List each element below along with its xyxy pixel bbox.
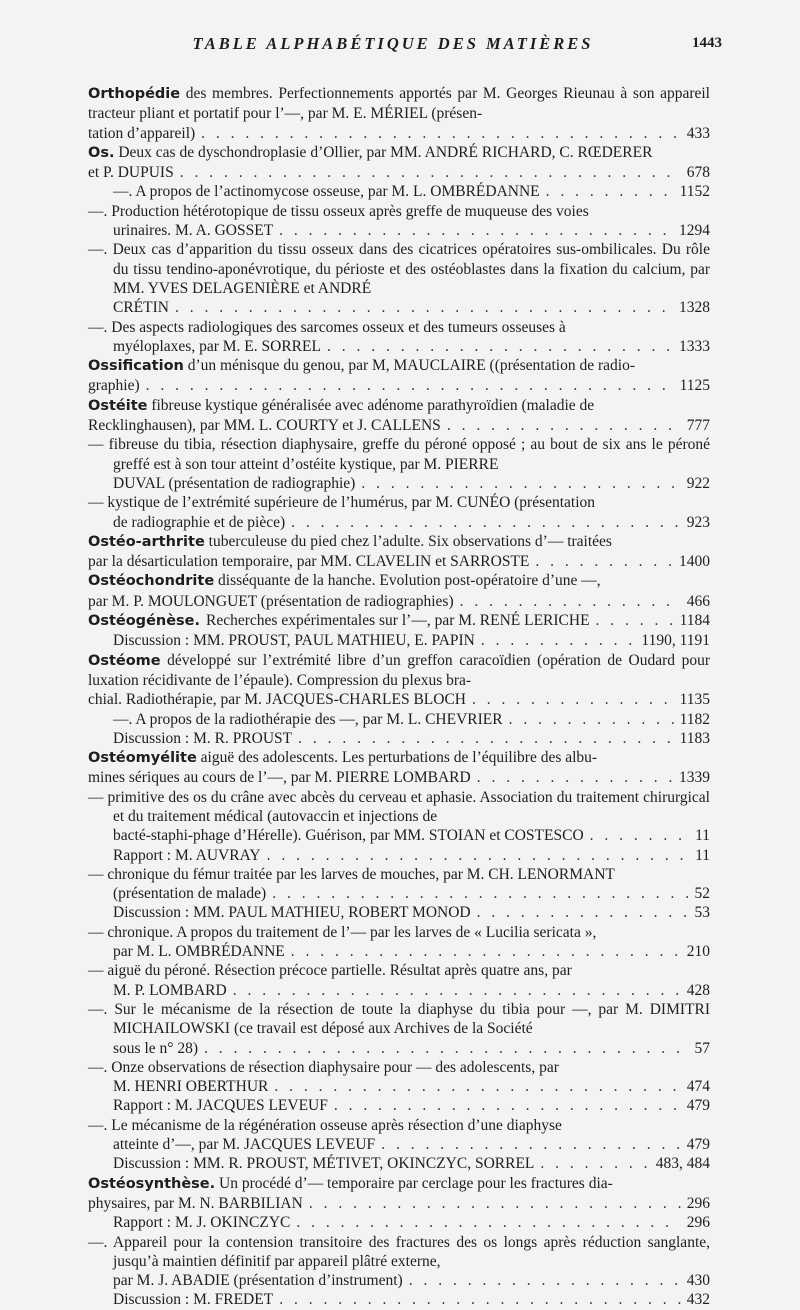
entry-text: Un procédé d’— temporaire par cerclage pour les fractures dia- bbox=[215, 1174, 613, 1192]
entry-last-line bbox=[88, 1194, 710, 1213]
entry-text: tuberculeuse du pied chez l’adulte. Six observations d’— traitées bbox=[204, 532, 612, 550]
entry-last-line bbox=[88, 376, 710, 395]
leader-dots bbox=[309, 1194, 681, 1213]
entry-text: — fibreuse du tibia, résection diaphysaire, greffe du péroné opposé ; au bout de six ans le péroné greffé est à son tour atteint d’ostéite kystique, par M. PIERRE bbox=[88, 436, 710, 473]
page-reference: 1190, 1191 bbox=[641, 632, 710, 650]
leader-dots bbox=[590, 826, 689, 845]
leader-dots bbox=[204, 1039, 689, 1058]
index-entry bbox=[88, 1174, 710, 1214]
entry-text: Discussion : MM. R. PROUST, MÉTIVET, OKINCZYC, SORREL bbox=[113, 1155, 535, 1173]
entry-last-line bbox=[113, 710, 710, 729]
entry-last-line bbox=[88, 768, 710, 787]
page-reference: 428 bbox=[686, 981, 710, 999]
index-entry bbox=[88, 435, 710, 493]
entry-text: — chronique. A propos du traitement de l’— par les larves de « Lucilia sericata », bbox=[88, 923, 597, 941]
entry-last-line bbox=[113, 884, 710, 903]
entry-text: physaires, par M. N. BARBILIAN bbox=[88, 1194, 303, 1212]
index-entry bbox=[88, 729, 710, 748]
entry-text: disséquante de la hanche. Evolution post-opératoire d’une —, bbox=[214, 572, 601, 590]
entry-text: —. Des aspects radiologiques des sarcomes osseux et des tumeurs osseuses à bbox=[88, 318, 566, 336]
leader-dots bbox=[233, 981, 681, 1000]
index-entry bbox=[88, 356, 710, 396]
entry-text: CRÉTIN bbox=[113, 299, 169, 317]
entry-text: M. HENRI OBERTHUR bbox=[113, 1078, 269, 1096]
entry-text: Discussion : M. FREDET bbox=[113, 1291, 274, 1309]
entry-text: chial. Radiothérapie, par M. JACQUES-CHARLES BLOCH bbox=[88, 691, 466, 709]
page-reference: 1183 bbox=[679, 729, 710, 747]
index-entry bbox=[88, 1213, 710, 1232]
leader-dots bbox=[180, 163, 681, 182]
entry-text: Rapport : M. AUVRAY bbox=[113, 846, 261, 864]
leader-dots bbox=[546, 182, 674, 201]
entry-text: par M. P. MOULONGUET (présentation de radiographies) bbox=[88, 592, 454, 610]
leader-dots bbox=[509, 710, 674, 729]
leader-dots bbox=[298, 729, 673, 748]
page-reference: 1400 bbox=[679, 553, 710, 571]
entry-last-line bbox=[113, 903, 710, 922]
page-reference: 1333 bbox=[679, 337, 710, 355]
page-reference: 777 bbox=[686, 417, 710, 435]
entry-text: M. P. LOMBARD bbox=[113, 981, 227, 999]
page-reference: 1125 bbox=[679, 377, 710, 395]
index-entry bbox=[88, 1058, 710, 1097]
entry-text: par la désarticulation temporaire, par MM. CLAVELIN et SARROSTE bbox=[88, 553, 530, 571]
entry-text: Recklinghausen), par MM. L. COURTY et J. CALLENS bbox=[88, 417, 441, 435]
entry-text: mines sériques au cours de l’—, par M. PIERRE LOMBARD bbox=[88, 769, 471, 787]
page-reference: 483, 484 bbox=[655, 1155, 710, 1173]
index-body bbox=[88, 84, 710, 1310]
running-title: TABLE ALPHABÉTIQUE DES MATIÈRES bbox=[192, 34, 594, 53]
entry-text: —. Sur le mécanisme de la résection de toute la diaphyse du tibia pour —, par M. DIMITRI MICHAILOWSKI (ce travail est déposé aux Archives de la Société bbox=[88, 1000, 710, 1038]
entry-text: Discussion : M. R. PROUST bbox=[113, 729, 293, 747]
entry-text: Rapport : M. J. OKINCZYC bbox=[113, 1214, 291, 1232]
page-reference: 1135 bbox=[679, 691, 710, 709]
entry-text: — chronique du fémur traitée par les larves de mouches, par M. CH. LENORMANT bbox=[88, 865, 615, 883]
entry-heading: Ostéite bbox=[88, 397, 148, 414]
entry-last-line bbox=[88, 611, 710, 631]
index-entry bbox=[88, 865, 710, 904]
entry-heading: Os. bbox=[88, 144, 115, 161]
entry-last-line bbox=[113, 981, 710, 1000]
leader-dots bbox=[447, 416, 681, 435]
index-entry bbox=[88, 846, 710, 865]
index-entry bbox=[88, 143, 710, 183]
entry-last-line bbox=[113, 631, 710, 650]
index-entry bbox=[88, 182, 710, 201]
entry-last-line bbox=[113, 1077, 710, 1096]
page-number: 1443 bbox=[692, 35, 722, 51]
leader-dots bbox=[267, 846, 690, 865]
entry-heading: Ostéo-arthrite bbox=[88, 533, 205, 550]
entry-text: —. Appareil pour la contension transitoire des fractures des os longs après réduction sanglante, jusqu’à maintien définitif par appareil plâtré externe, bbox=[88, 1233, 710, 1270]
page-reference: 57 bbox=[694, 1039, 710, 1057]
entry-last-line bbox=[113, 1154, 710, 1173]
entry-text: — aiguë du péroné. Résection précoce partielle. Résultat après quatre ans, par bbox=[88, 962, 572, 980]
page-reference: 1182 bbox=[679, 710, 710, 728]
index-entry bbox=[88, 1116, 710, 1155]
entry-text: (présentation de malade) bbox=[113, 885, 267, 903]
entry-text: myéloplaxes, par M. E. SORREL bbox=[113, 337, 321, 355]
page-reference: 53 bbox=[694, 904, 710, 922]
leader-dots bbox=[146, 376, 674, 395]
page-reference: 479 bbox=[686, 1097, 710, 1115]
entry-text: graphie) bbox=[88, 377, 140, 395]
index-entry bbox=[88, 1000, 710, 1058]
entry-last-line bbox=[113, 474, 710, 493]
page-reference: 1294 bbox=[679, 222, 710, 240]
page-reference: 923 bbox=[686, 513, 710, 531]
entry-last-line bbox=[113, 942, 710, 961]
entry-text: Discussion : MM. PAUL MATHIEU, ROBERT MONOD bbox=[113, 904, 471, 922]
page-reference: 678 bbox=[686, 164, 710, 182]
entry-text: —. A propos de l’actinomycose osseuse, par M. L. OMBRÉDANNE bbox=[113, 183, 540, 201]
leader-dots bbox=[460, 592, 681, 611]
leader-dots bbox=[279, 221, 673, 240]
leader-dots bbox=[201, 124, 681, 143]
page-reference: 1184 bbox=[679, 612, 710, 630]
entry-last-line bbox=[113, 729, 710, 748]
entry-text: — primitive des os du crâne avec abcès du cerveau et aphasie. Association du traitement chirurgical et du traitement médical (autovaccin et injections de bbox=[88, 788, 710, 825]
leader-dots bbox=[296, 1213, 680, 1232]
entry-last-line bbox=[113, 1039, 710, 1058]
entry-last-line bbox=[113, 1271, 710, 1290]
entry-last-line bbox=[88, 552, 710, 571]
entry-heading: Ostéosynthèse. bbox=[88, 1175, 216, 1192]
entry-last-line bbox=[113, 1096, 710, 1115]
entry-text: Rapport : M. JACQUES LEVEUF bbox=[113, 1097, 328, 1115]
entry-text: — kystique de l’extrémité supérieure de l’humérus, par M. CUNÉO (présentation bbox=[88, 494, 596, 512]
leader-dots bbox=[291, 942, 681, 961]
entry-heading: Ostéogénèse. bbox=[88, 613, 201, 630]
index-entry bbox=[88, 84, 710, 143]
index-entry bbox=[88, 1154, 710, 1173]
index-entry bbox=[88, 788, 710, 846]
index-entry bbox=[88, 396, 710, 436]
page-reference: 430 bbox=[686, 1272, 710, 1290]
entry-text: —. Production hétérotopique de tissu osseux après greffe de muqueuse des voies bbox=[88, 202, 589, 220]
page-reference: 1328 bbox=[679, 299, 710, 317]
entry-text: de radiographie et de pièce) bbox=[113, 513, 286, 531]
index-entry bbox=[88, 318, 710, 357]
index-entry bbox=[88, 748, 710, 788]
entry-text: Recherches expérimentales sur l’—, par M. RENÉ LERICHE bbox=[206, 612, 590, 630]
index-entry bbox=[88, 651, 710, 710]
page-reference: 11 bbox=[695, 827, 710, 845]
leader-dots bbox=[381, 1135, 681, 1154]
leader-dots bbox=[175, 298, 673, 317]
entry-text: —. Onze observations de résection diaphysaire pour — des adolescents, par bbox=[88, 1058, 559, 1076]
entry-text: sous le n° 28) bbox=[113, 1039, 198, 1057]
page-reference: 1152 bbox=[679, 183, 710, 201]
index-entry bbox=[88, 571, 710, 611]
leader-dots bbox=[409, 1271, 681, 1290]
index-entry bbox=[88, 923, 710, 962]
entry-text: urinaires. M. A. GOSSET bbox=[113, 222, 274, 240]
index-entry bbox=[88, 903, 710, 922]
leader-dots bbox=[327, 337, 673, 356]
entry-text: —. A propos de la radiothérapie des —, par M. L. CHEVRIER bbox=[113, 710, 503, 728]
index-entry bbox=[88, 631, 710, 650]
entry-last-line bbox=[113, 221, 710, 240]
page-reference: 433 bbox=[686, 124, 710, 142]
entry-last-line bbox=[88, 690, 710, 709]
leader-dots bbox=[481, 631, 636, 650]
index-entry bbox=[88, 710, 710, 729]
page-reference: 296 bbox=[686, 1194, 710, 1212]
entry-text: par M. L. OMBRÉDANNE bbox=[113, 943, 285, 961]
page-reference: 922 bbox=[686, 474, 710, 492]
entry-last-line bbox=[88, 592, 710, 611]
page-header bbox=[64, 34, 722, 56]
entry-text: Deux cas de dyschondroplasie d’Ollier, par MM. ANDRÉ RICHARD, C. RŒDERER bbox=[114, 143, 653, 161]
entry-last-line bbox=[113, 298, 710, 317]
entry-last-line bbox=[88, 416, 710, 435]
index-entry bbox=[88, 202, 710, 241]
entry-text: et P. DUPUIS bbox=[88, 164, 174, 182]
entry-last-line bbox=[113, 337, 710, 356]
page-reference: 296 bbox=[686, 1214, 710, 1232]
entry-last-line bbox=[113, 182, 710, 201]
entry-text: bacté-staphi-phage d’Hérelle). Guérison, par MM. STOIAN et COSTESCO bbox=[113, 827, 584, 845]
index-entry bbox=[88, 493, 710, 532]
leader-dots bbox=[540, 1154, 649, 1173]
leader-dots bbox=[361, 474, 680, 493]
entry-last-line bbox=[113, 1213, 710, 1232]
leader-dots bbox=[596, 611, 674, 630]
page-reference: 479 bbox=[686, 1136, 710, 1154]
index-entry bbox=[88, 611, 710, 631]
page-reference: 474 bbox=[686, 1078, 710, 1096]
entry-text: Discussion : MM. PROUST, PAUL MATHIEU, E. PAPIN bbox=[113, 632, 475, 650]
index-entry bbox=[88, 240, 710, 317]
entry-last-line bbox=[113, 513, 710, 532]
entry-last-line bbox=[113, 826, 710, 845]
leader-dots bbox=[272, 884, 688, 903]
page-reference: 11 bbox=[695, 846, 710, 864]
entry-heading: Ostéochondrite bbox=[88, 573, 215, 590]
entry-text: —. Deux cas d’apparition du tissu osseux dans des cicatrices opératoires sus-ombilicales. Du rôle du tissu tendino-aponévrotique, du périoste et des ostéoblastes dans la fixation du calcium, par MM. YVES DELAGENIÈRE et ANDRÉ bbox=[88, 241, 710, 297]
entry-last-line bbox=[88, 163, 710, 182]
leader-dots bbox=[472, 690, 674, 709]
index-entry bbox=[88, 532, 710, 572]
page-reference: 52 bbox=[694, 885, 710, 903]
entry-last-line bbox=[113, 1135, 710, 1154]
leader-dots bbox=[535, 552, 673, 571]
entry-heading: Ossification bbox=[88, 358, 184, 375]
page-reference: 432 bbox=[686, 1291, 710, 1309]
entry-last-line bbox=[88, 124, 710, 143]
page-reference: 210 bbox=[686, 943, 710, 961]
entry-text: des membres. Perfectionnements apportés par M. Georges Rieunau à son appareil tracteur pliant et portatif pour l’—, par M. E. MÉRIEL (présen- bbox=[88, 85, 710, 123]
entry-text: par M. J. ABADIE (présentation d’instrument) bbox=[113, 1272, 403, 1290]
entry-text: DUVAL (présentation de radiographie) bbox=[113, 474, 356, 492]
entry-text: —. Le mécanisme de la régénération osseuse après résection d’une diaphyse bbox=[88, 1116, 562, 1134]
entry-text: atteinte d’—, par M. JACQUES LEVEUF bbox=[113, 1136, 376, 1154]
index-entry bbox=[88, 1290, 710, 1309]
index-entry bbox=[88, 1233, 710, 1291]
leader-dots bbox=[477, 903, 689, 922]
entry-last-line bbox=[113, 846, 710, 865]
leader-dots bbox=[291, 513, 681, 532]
page-reference: 1339 bbox=[679, 769, 710, 787]
entry-last-line bbox=[113, 1290, 710, 1309]
entry-text: aiguë des adolescents. Les perturbations de l’équilibre des albu- bbox=[196, 749, 598, 767]
entry-text: tation d’appareil) bbox=[88, 124, 196, 142]
entry-heading: Ostéomyélite bbox=[88, 750, 197, 767]
entry-text: d’un ménisque du genou, par M, MAUCLAIRE ((présentation de radio- bbox=[183, 357, 635, 375]
index-entry bbox=[88, 1096, 710, 1115]
entry-text: développé sur l’extrémité libre d’un greffon caracoïdien (opération de Oudard pour luxation récidivante de l’épaule). Compression du plexus bra- bbox=[88, 651, 710, 689]
entry-text: fibreuse kystique généralisée avec adénome parathyroïdien (maladie de bbox=[147, 396, 595, 414]
page-reference: 466 bbox=[686, 592, 710, 610]
entry-heading: Ostéome bbox=[88, 652, 161, 669]
leader-dots bbox=[334, 1096, 681, 1115]
index-entry bbox=[88, 961, 710, 1000]
leader-dots bbox=[274, 1077, 680, 1096]
leader-dots bbox=[477, 768, 673, 787]
entry-heading: Orthopédie bbox=[88, 86, 181, 102]
leader-dots bbox=[279, 1290, 681, 1309]
